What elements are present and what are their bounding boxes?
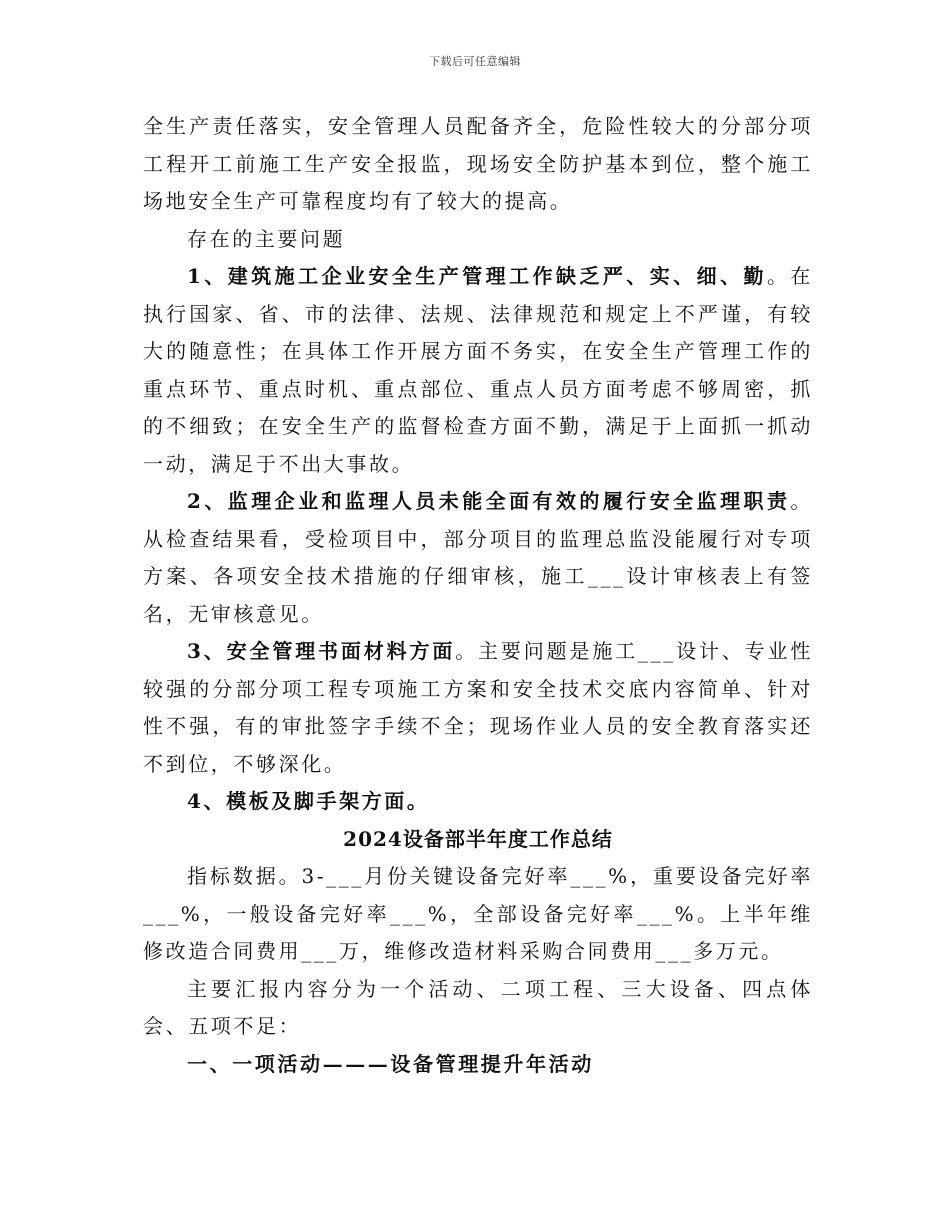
paragraph-indicators: 指标数据。3-___月份关键设备完好率___%，重要设备完好率___%，一般设备完好率___%，全部设备完好率___%。上半年维修改造合同费用___万，维修改造材料采购合同费用___多万元。 — [143, 864, 813, 963]
document-body — [143, 108, 813, 1083]
problem-1-heading: 1、建筑施工企业安全生产管理工作缺乏严、实、细、勤 — [187, 264, 767, 288]
paragraph-report-outline: 主要汇报内容分为一个活动、二项工程、三大设备、四点体会、五项不足： — [143, 976, 813, 1038]
problem-3-heading: 3、安全管理书面材料方面 — [187, 639, 456, 663]
paragraph-problem-2 — [143, 483, 813, 633]
page-header: 下载后可任意编辑 — [429, 55, 521, 68]
paragraph-activity-heading: 一、一项活动———设备管理提升年活动 — [187, 1051, 594, 1076]
problem-2-heading: 2、监理企业和监理人员未能全面有效的履行安全监理职责 — [187, 489, 791, 513]
paragraph-problem-1 — [143, 258, 813, 483]
problem-2-text: 。从检查结果看，受检项目中，部分项目的监理总监没能履行对专项方案、各项安全技术措施的仔细审核，施工___设计审核表上有签名，无审核意见。 — [143, 489, 813, 626]
paragraph-problem-3 — [143, 633, 813, 783]
section-title: 2024设备部半年度工作总结 — [343, 826, 613, 851]
paragraph-problem-4: 4、模板及脚手架方面。 — [187, 789, 430, 813]
problem-3-text: 。主要问题是施工___设计、专业性较强的分部分项工程专项施工方案和安全技术交底内容简单、针对性不强，有的审批签字手续不全；现场作业人员的安全教育落实还不到位，不够深化。 — [143, 639, 813, 776]
problem-1-text: 。在执行国家、省、市的法律、法规、法律规范和规定上不严谨，有较大的随意性；在具体工作开展方面不务实，在安全生产管理工作的重点环节、重点时机、重点部位、重点人员方面考虑不够周密，抓的不细致；在安全生产的监督检查方面不勤，满足于上面抓一抓动一动，满足于不出大事故。 — [143, 264, 813, 476]
paragraph-1: 全生产责任落实，安全管理人员配备齐全，危险性较大的分部分项工程开工前施工生产安全报监，现场安全防护基本到位，整个施工场地安全生产可靠程度均有了较大的提高。 — [143, 114, 813, 213]
paragraph-problems-heading: 存在的主要问题 — [187, 226, 346, 251]
